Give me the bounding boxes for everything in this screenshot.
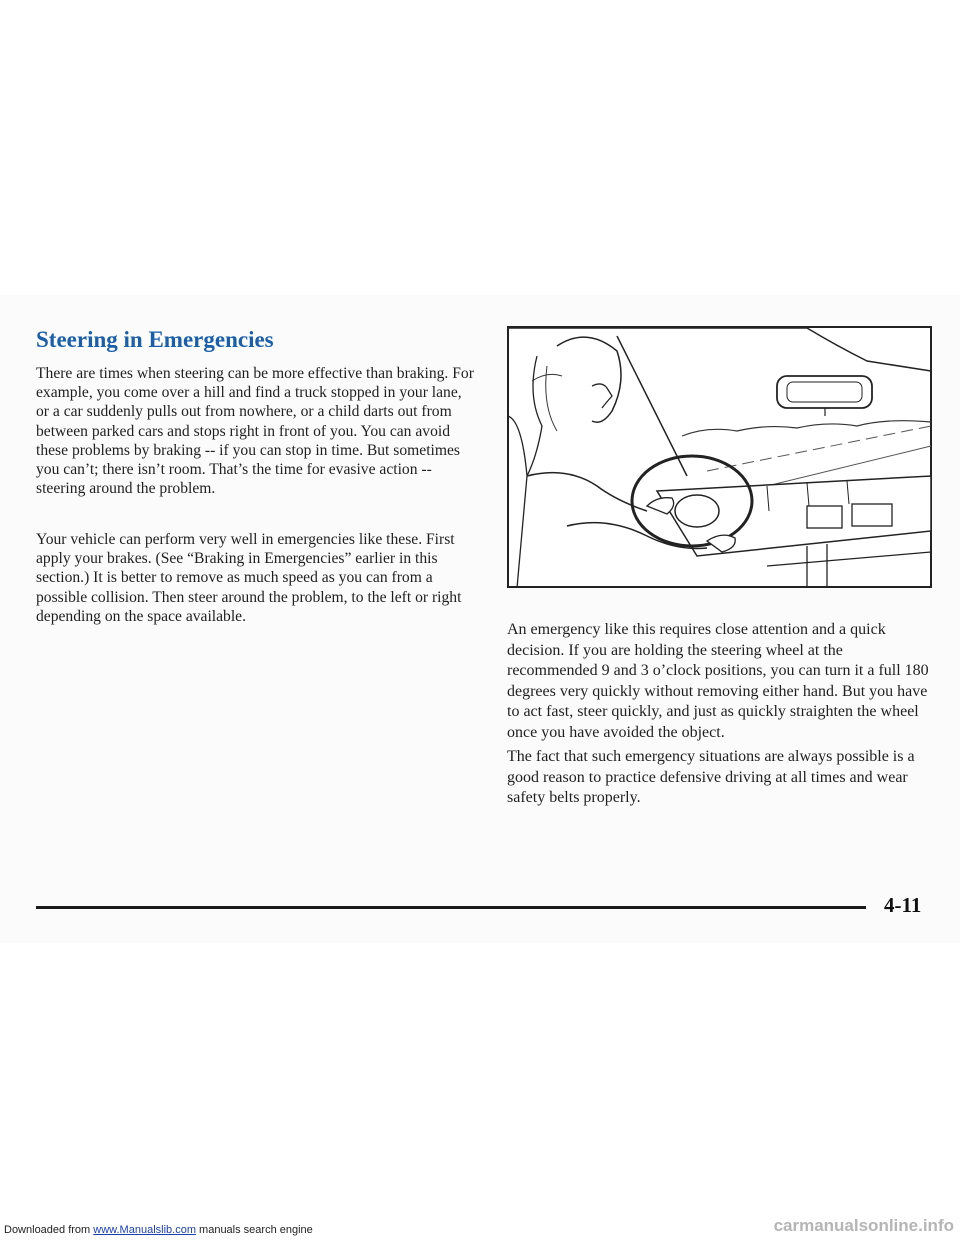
body-paragraph-3: An emergency like this requires close attention and a quick decision. If you are holding the steering wheel at the recommended 9 and 3 o’clock positions, you can turn it a full 180 degrees very quickly without removing either hand. But you have to act fast, steer quickly, and just as quickly straighten the wheel once you have avoided the object.	[507, 621, 929, 741]
page-number: 4-11	[884, 893, 922, 917]
watermark: carmanualsonline.info	[773, 1216, 954, 1235]
body-paragraph-4: The fact that such emergency situations are always possible is a good reason to practice defensive driving at all times and wear safety belts properly.	[507, 748, 915, 806]
footer-rule	[36, 906, 866, 909]
body-paragraph-2: Your vehicle can perform very well in emergencies like these. First apply your brakes. (See “Braking in Emergencies” earlier in this section.) It is better to remove as much speed as you can from a possible collision. Then steer around the problem, to the left or right depending on the space available.	[36, 531, 462, 625]
download-prefix: Downloaded from	[4, 1224, 94, 1236]
body-paragraph-1: There are times when steering can be more effective than braking. For example, you come over a hill and find a truck stopped in your lane, or a car suddenly pulls out from nowhere, or a child darts out from between parked cars and stops right in front of you. You can avoid these problems by braking -- if you can stop in time. But sometimes you can’t; there isn’t room. That’s the time for evasive action -- steering around the problem.	[36, 365, 474, 498]
download-suffix: manuals search engine	[195, 1224, 313, 1236]
driver-steering-illustration	[507, 326, 932, 588]
download-attribution	[4, 1224, 313, 1236]
section-title: Steering in Emergencies	[36, 327, 274, 352]
manualslib-link[interactable]: www.Manualslib.com	[93, 1224, 196, 1236]
